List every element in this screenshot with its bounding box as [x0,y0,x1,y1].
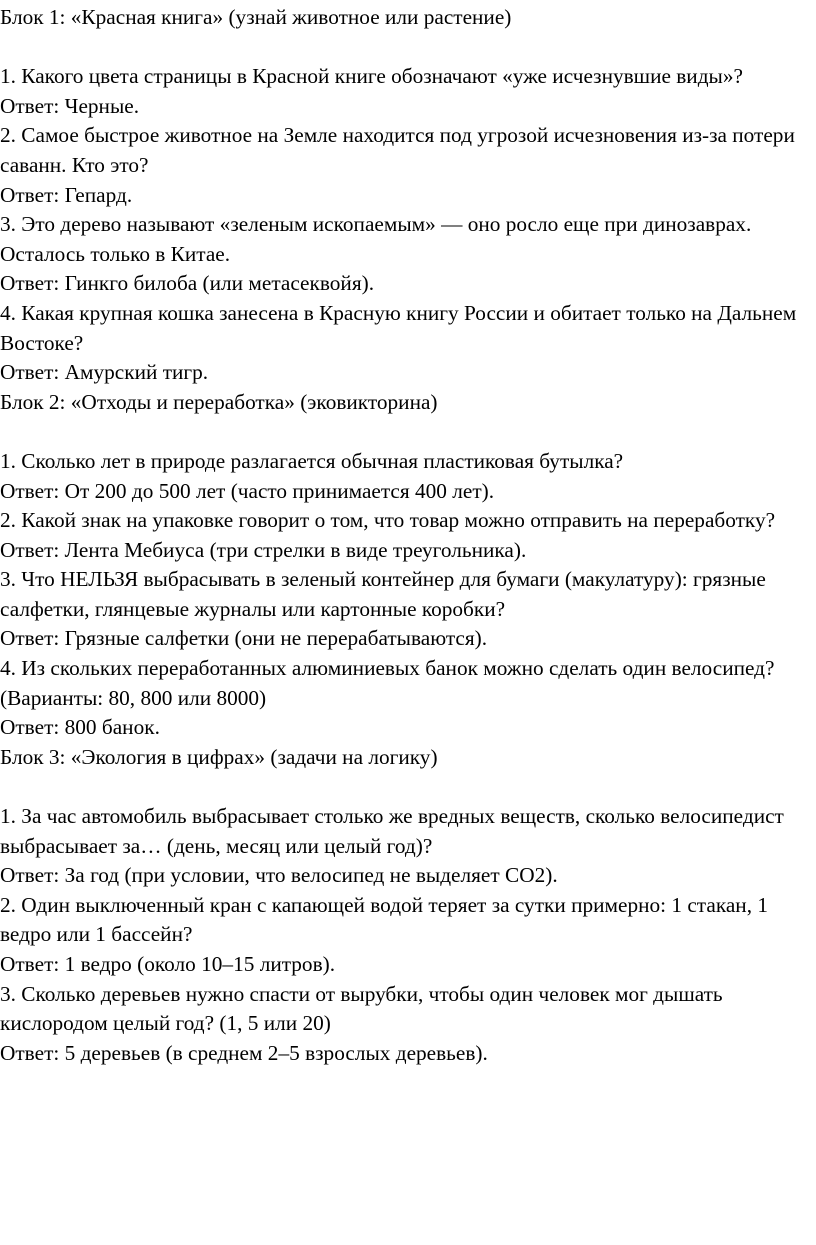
list-item [0,121,816,210]
block-title: Блок 2: «Отходы и переработка» (эковикторина) [0,389,438,414]
list-item [0,891,816,980]
question-list [0,447,816,743]
answer-text: Ответ: Амурский тигр. [0,360,209,385]
question-text: 2. Какой знак на упаковке говорит о том, что товар можно отправить на переработку? [0,508,776,533]
block-title: Блок 1: «Красная книга» (узнай животное или растение) [0,5,512,29]
list-item [0,62,816,121]
question-text: 4. Какая крупная кошка занесена в Красную книгу России и обитает только на Дальнем Востоке? [0,300,797,355]
list-item [0,802,816,891]
block-3 [0,743,816,1069]
answer-text: Ответ: 1 ведро (около 10–15 литров). [0,952,336,976]
answer-text: Ответ: 800 банок. [0,715,160,740]
question-text: 3. Что НЕЛЬЗЯ выбрасывать в зеленый контейнер для бумаги (макулатуру): грязные салфетки, глянцевые журналы или картонные коробки? [0,567,766,621]
list-item [0,210,816,299]
block-2 [0,388,816,743]
list-item [0,447,816,506]
question-text: 4. Из скольких переработанных алюминиевых банок можно сделать один велосипед? (Варианты: 80, 800 или 8000) [0,656,775,710]
list-item [0,654,816,743]
question-text: 2. Один выключенный кран с капающей водой теряет за сутки примерно: 1 стакан, 1 ведро или 1 бассейн? [0,892,768,947]
question-text: 1. Сколько лет в природе разлагается обычная пластиковая бутылка? [0,448,624,473]
question-text: 3. Сколько деревьев нужно спасти от вырубки, чтобы один человек мог дышать кислородом целый год? (1, 5 или 20) [0,981,723,1036]
question-list [0,62,816,388]
answer-text: Ответ: За год (при условии, что велосипед не выделяет CO2). [0,863,558,888]
block-1 [0,3,816,388]
answer-text: Ответ: Лента Мебиуса (три стрелки в виде треугольника). [0,537,527,562]
answer-text: Ответ: 5 деревьев (в среднем 2–5 взрослых деревьев). [0,1040,488,1065]
list-item [0,565,816,654]
list-item [0,980,816,1069]
list-item [0,299,816,388]
answer-text: Ответ: От 200 до 500 лет (часто принимается 400 лет). [0,478,495,503]
question-text: 1. Какого цвета страницы в Красной книге обозначают «уже исчезнувшие виды»? [0,64,743,89]
question-text: 3. Это дерево называют «зеленым ископаемым» — оно росло еще при динозаврах. Осталось только в Китае. [0,212,752,266]
list-item [0,506,816,565]
answer-text: Ответ: Гинкго билоба (или метасеквойя). [0,271,375,296]
question-text: 2. Самое быстрое животное на Земле находится под угрозой исчезновения из-за потери саванн. Кто это? [0,123,795,177]
question-list [0,802,816,1068]
answer-text: Ответ: Гепард. [0,182,133,207]
answer-text: Ответ: Черные. [0,93,140,118]
answer-text: Ответ: Грязные салфетки (они не перерабатываются). [0,626,488,651]
question-text: 1. За час автомобиль выбрасывает столько же вредных веществ, сколько велосипедист выбрасывает за… (день, месяц или целый год)? [0,804,784,858]
block-title: Блок 3: «Экология в цифрах» (задачи на логику) [0,744,438,769]
